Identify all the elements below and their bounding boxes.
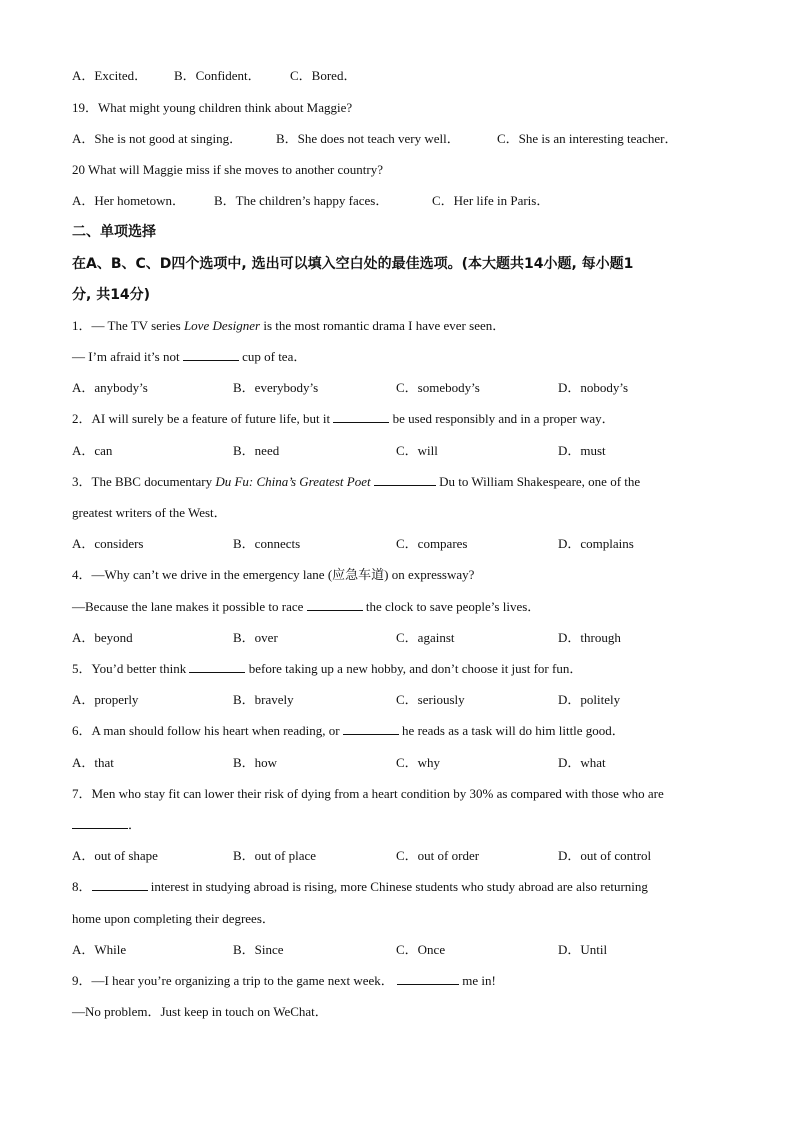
q3-option-a: A．considers bbox=[72, 536, 144, 551]
q6-option-b: B．how bbox=[233, 755, 278, 770]
q6-text-b: he reads as a task will do him little good． bbox=[398, 723, 625, 738]
q8-option-b: B．Since bbox=[233, 942, 284, 957]
q7-line1: 7．Men who stay fit can lower their risk of dying from a heart condition by 30% as compared with those who are bbox=[72, 786, 664, 801]
q1-line2 bbox=[72, 348, 306, 366]
q1-line1 bbox=[72, 317, 505, 335]
q9-text-b: me in! bbox=[459, 973, 496, 988]
q1-option-b: B．everybody’s bbox=[233, 380, 319, 395]
q1-text-c: — I’m afraid it’s not bbox=[72, 349, 183, 364]
q4-option-d: D．through bbox=[558, 630, 621, 645]
q4-line2 bbox=[72, 598, 540, 616]
q2-option-c: C．will bbox=[396, 443, 438, 458]
q2-option-d: D．must bbox=[558, 443, 606, 458]
q18-option-a: A．Excited． bbox=[72, 68, 148, 83]
q20-option-a: A．Her hometown． bbox=[72, 193, 186, 208]
q4-text-a: —Because the lane makes it possible to race bbox=[72, 599, 307, 614]
q1-text-a: 1．— The TV series bbox=[72, 318, 184, 333]
q3-documentary-title: Du Fu: China’s Greatest Poet bbox=[215, 474, 371, 489]
q7-text-b: ． bbox=[128, 817, 142, 832]
q9-text-a: 9．—I hear you’re organizing a trip to the game next week． bbox=[72, 973, 394, 988]
q1-option-c: C．somebody’s bbox=[396, 380, 480, 395]
q3-line1 bbox=[72, 473, 640, 491]
q19-option-a: A．She is not good at singing． bbox=[72, 131, 243, 146]
q6-option-c: C．why bbox=[396, 755, 441, 770]
q2-text-a: 2．AI will surely be a feature of future life, but it bbox=[72, 411, 334, 426]
q1-text-b: is the most romantic drama I have ever seen． bbox=[260, 318, 506, 333]
q1-series-title: Love Designer bbox=[183, 318, 261, 333]
q2-blank bbox=[333, 410, 389, 423]
q1-blank bbox=[183, 348, 239, 361]
q5-blank bbox=[189, 660, 245, 673]
q2-option-a: A．can bbox=[72, 443, 113, 458]
q1-option-a: A．anybody’s bbox=[72, 380, 148, 395]
q8-blank bbox=[92, 878, 148, 891]
section-instruction-line1: 在A、B、C、D四个选项中, 选出可以填入空白处的最佳选项。(本大题共14小题, 每小题1 bbox=[72, 256, 634, 272]
q8-option-d: D．Until bbox=[558, 942, 608, 957]
q6-option-d: D．what bbox=[558, 755, 606, 770]
q4-option-b: B．over bbox=[233, 630, 278, 645]
q8-line1 bbox=[72, 878, 648, 896]
q3-option-c: C．compares bbox=[396, 536, 468, 551]
q3-text-b: Du to William Shakespeare, one of the bbox=[435, 474, 641, 489]
q5-option-d: D．politely bbox=[558, 692, 621, 707]
q8-text-a: 8． bbox=[72, 879, 92, 894]
q8-option-a: A．While bbox=[72, 942, 127, 957]
q6-stem bbox=[72, 722, 625, 740]
q9-line1 bbox=[72, 972, 496, 990]
q19-option-b: B．She does not teach very well． bbox=[276, 131, 460, 146]
q18-option-b: B．Confident． bbox=[174, 68, 261, 83]
q7-option-a: A．out of shape bbox=[72, 848, 158, 863]
q2-stem bbox=[72, 410, 615, 428]
q5-stem bbox=[72, 660, 582, 678]
q3-text-a: 3．The BBC documentary bbox=[72, 474, 216, 489]
q8-line2: home upon completing their degrees． bbox=[72, 911, 275, 926]
q2-option-b: B．need bbox=[233, 443, 280, 458]
q4-text-b: the clock to save people’s lives． bbox=[362, 599, 541, 614]
q5-option-a: A．properly bbox=[72, 692, 139, 707]
q4-option-c: C．against bbox=[396, 630, 455, 645]
q6-text-a: 6．A man should follow his heart when reading, or bbox=[72, 723, 343, 738]
q6-blank bbox=[343, 722, 399, 735]
q9-blank bbox=[397, 972, 459, 985]
q3-option-d: D．complains bbox=[558, 536, 634, 551]
q7-blank bbox=[72, 816, 128, 829]
q19-option-c: C．She is an interesting teacher． bbox=[497, 131, 678, 146]
q6-option-a: A．that bbox=[72, 755, 114, 770]
q4-option-a: A．beyond bbox=[72, 630, 133, 645]
q7-option-b: B．out of place bbox=[233, 848, 317, 863]
q7-option-c: C．out of order bbox=[396, 848, 480, 863]
section-title: 二、单项选择 bbox=[72, 224, 156, 240]
q4-blank bbox=[307, 598, 363, 611]
q7-line2 bbox=[72, 816, 141, 834]
q1-text-d: cup of tea． bbox=[238, 349, 307, 364]
q20-option-c: C．Her life in Paris． bbox=[432, 193, 550, 208]
q20-option-b: B．The children’s happy faces． bbox=[214, 193, 389, 208]
q20-stem: 20 What will Maggie miss if she moves to another country? bbox=[72, 162, 383, 177]
q5-text-a: 5．You’d better think bbox=[72, 661, 190, 676]
q18-option-c: C．Bored． bbox=[290, 68, 357, 83]
q3-line2: greatest writers of the West． bbox=[72, 505, 227, 520]
q9-line2: —No problem．Just keep in touch on WeChat． bbox=[72, 1004, 328, 1019]
section-instruction-line2: 分, 共14分) bbox=[72, 287, 151, 303]
q1-option-d: D．nobody’s bbox=[558, 380, 629, 395]
q19-stem: 19．What might young children think about Maggie? bbox=[72, 100, 353, 115]
q8-text-b: interest in studying abroad is rising, more Chinese students who study abroad are also returning bbox=[147, 879, 648, 894]
q7-option-d: D．out of control bbox=[558, 848, 652, 863]
q5-option-b: B．bravely bbox=[233, 692, 294, 707]
q8-option-c: C．Once bbox=[396, 942, 446, 957]
q3-blank bbox=[374, 473, 436, 486]
q2-text-b: be used responsibly and in a proper way． bbox=[389, 411, 615, 426]
q5-text-b: before taking up a new hobby, and don’t choose it just for fun． bbox=[245, 661, 583, 676]
q3-option-b: B．connects bbox=[233, 536, 301, 551]
q4-line1: 4．—Why can’t we drive in the emergency lane (应急车道) on expressway? bbox=[72, 567, 475, 582]
q5-option-c: C．seriously bbox=[396, 692, 465, 707]
